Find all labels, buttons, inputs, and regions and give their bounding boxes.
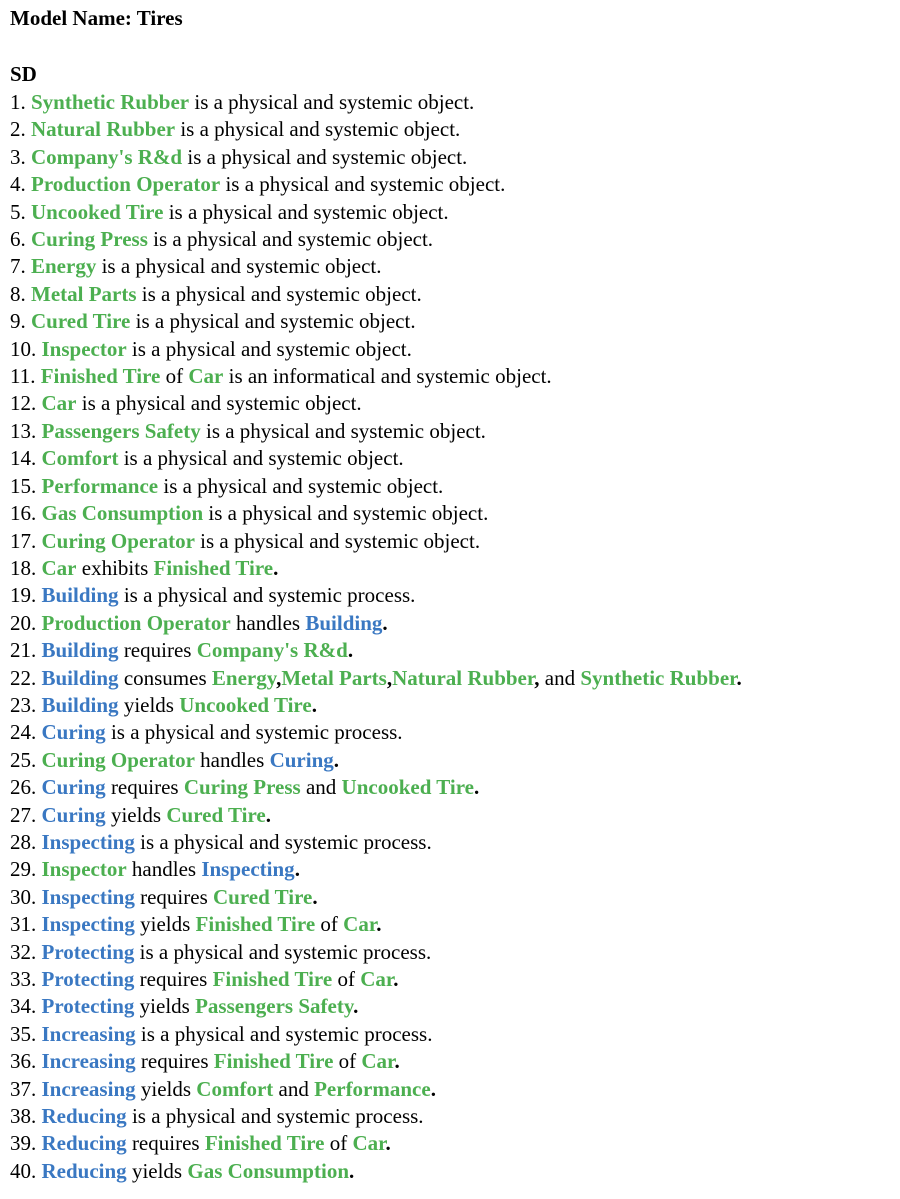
statement-text: of [324, 1131, 353, 1156]
statement-text: and [300, 775, 342, 800]
statement-text: handles [126, 857, 202, 882]
object-name: Natural Rubber [31, 117, 176, 142]
object-name: Synthetic Rubber [580, 665, 737, 690]
statement-text: 2. [10, 117, 31, 142]
punctuation: . [376, 912, 382, 937]
process-name: Building [41, 583, 119, 608]
object-name: Passengers Safety [195, 994, 354, 1019]
statement-text: 21. [10, 638, 42, 663]
statement-list [10, 89, 890, 1185]
statement-text: requires [126, 1131, 205, 1156]
statement-text: is a physical and systemic object. [76, 391, 362, 416]
statement-line [10, 802, 890, 829]
statement-text: 12. [10, 391, 42, 416]
process-name: Building [41, 692, 119, 717]
statement-line [10, 144, 890, 171]
statement-text: yields [105, 802, 167, 827]
statement-text: 30. [10, 884, 42, 909]
object-name: Finished Tire [195, 912, 316, 937]
statement-text: 32. [10, 939, 42, 964]
punctuation: . [273, 555, 279, 580]
punctuation: . [265, 802, 271, 827]
statement-line [10, 665, 890, 692]
punctuation: . [394, 1049, 400, 1074]
process-name: Increasing [41, 1021, 136, 1046]
statement-text: 13. [10, 418, 42, 443]
statement-text: is a physical and systemic object. [203, 501, 489, 526]
punctuation: . [385, 1131, 391, 1156]
statement-text: 11. [10, 364, 41, 389]
statement-text: is a physical and systemic object. [200, 418, 486, 443]
statement-text: of [160, 364, 189, 389]
statement-text: is a physical and systemic object. [220, 172, 506, 197]
statement-text: is a physical and systemic object. [189, 90, 475, 114]
process-name: Protecting [41, 994, 135, 1019]
statement-line [10, 555, 890, 582]
object-name: Passengers Safety [41, 418, 201, 443]
process-name: Reducing [41, 1104, 127, 1129]
object-name: Uncooked Tire [341, 775, 474, 800]
statement-text: requires [105, 775, 184, 800]
statement-text: yields [126, 1158, 188, 1183]
object-name: Finished Tire [40, 364, 161, 389]
statement-text: requires [134, 967, 213, 991]
object-name: Natural Rubber [392, 665, 535, 690]
statement-text: 1. [10, 90, 31, 114]
statement-line [10, 1103, 890, 1130]
statement-text: and [273, 1076, 315, 1101]
punctuation: . [430, 1076, 436, 1101]
statement-line [10, 1076, 890, 1103]
statement-text: 40. [10, 1158, 42, 1183]
object-name: Production Operator [31, 172, 221, 197]
statement-text: 19. [10, 583, 42, 608]
punctuation: , [534, 665, 540, 690]
statement-line [10, 774, 890, 801]
statement-text: of [315, 912, 344, 937]
statement-line [10, 171, 890, 198]
punctuation: . [349, 1158, 355, 1183]
object-name: Car [360, 967, 394, 991]
object-name: Gas Consumption [187, 1158, 349, 1183]
statement-line [10, 500, 890, 527]
statement-text: is a physical and systemic process. [135, 1021, 433, 1046]
process-name: Inspecting [41, 912, 135, 937]
punctuation: . [311, 692, 317, 717]
statement-line [10, 226, 890, 253]
process-name: Reducing [41, 1131, 127, 1156]
statement-line [10, 719, 890, 746]
statement-text: 38. [10, 1104, 42, 1129]
statement-text: of [333, 1049, 362, 1074]
statement-text: 33. [10, 967, 42, 991]
statement-line [10, 637, 890, 664]
process-name: Building [305, 610, 383, 635]
object-name: Comfort [41, 446, 119, 471]
statement-text: 39. [10, 1131, 42, 1156]
process-name: Building [41, 665, 119, 690]
statement-text: 28. [10, 829, 42, 854]
statement-text: 9. [10, 309, 31, 334]
statement-text: 22. [10, 665, 42, 690]
statement-text: 24. [10, 720, 42, 745]
punctuation: . [347, 638, 354, 663]
statement-text: is a physical and systemic process. [105, 720, 403, 745]
statement-line [10, 966, 890, 993]
statement-text: requires [134, 884, 213, 909]
statement-text: exhibits [76, 555, 154, 580]
process-name: Increasing [41, 1076, 136, 1101]
process-name: Inspecting [201, 857, 295, 882]
statement-text: 20. [10, 610, 42, 635]
statement-text: 35. [10, 1021, 42, 1046]
punctuation: . [312, 884, 318, 909]
object-name: Gas Consumption [41, 501, 204, 526]
statement-text: is an informatical and systemic object. [223, 364, 552, 389]
object-name: Uncooked Tire [179, 692, 312, 717]
statement-line [10, 89, 890, 116]
process-name: Curing [269, 747, 334, 772]
statement-text: yields [134, 912, 196, 937]
object-name: Metal Parts [281, 665, 387, 690]
statement-text: 34. [10, 994, 42, 1019]
statement-text: 6. [10, 227, 31, 252]
process-name: Protecting [41, 967, 135, 991]
process-name: Reducing [41, 1158, 127, 1183]
statement-line [10, 747, 890, 774]
object-name: Uncooked Tire [31, 199, 164, 224]
statement-text: 23. [10, 692, 42, 717]
process-name: Curing [41, 802, 106, 827]
statement-text: requires [135, 1049, 214, 1074]
statement-line [10, 1158, 890, 1185]
statement-text: 31. [10, 912, 42, 937]
statement-text: 14. [10, 446, 42, 471]
statement-text: is a physical and systemic object. [130, 309, 416, 334]
statement-text: is a physical and systemic object. [96, 254, 382, 279]
process-name: Building [41, 638, 119, 663]
object-name: Comfort [196, 1076, 274, 1101]
statement-text: of [332, 967, 361, 991]
statement-line [10, 993, 890, 1020]
object-name: Company's R&d [196, 638, 348, 663]
punctuation: , [386, 665, 393, 690]
object-name: Production Operator [41, 610, 231, 635]
object-name: Company's R&d [31, 144, 183, 169]
statement-text: handles [230, 610, 306, 635]
statement-line [10, 390, 890, 417]
object-name: Car [41, 555, 77, 580]
statement-text: is a physical and systemic process. [134, 829, 432, 854]
statement-text: handles [194, 747, 270, 772]
statement-line [10, 281, 890, 308]
object-name: Performance [314, 1076, 431, 1101]
punctuation: . [333, 747, 339, 772]
statement-line [10, 308, 890, 335]
statement-line [10, 1130, 890, 1157]
section-title: SD [10, 62, 37, 86]
statement-line [10, 473, 890, 500]
statement-text: is a physical and systemic object. [158, 473, 444, 498]
object-name: Car [361, 1049, 395, 1074]
statement-line [10, 363, 890, 390]
statement-line [10, 528, 890, 555]
object-name: Curing Press [31, 227, 148, 252]
statement-text: requires [118, 638, 197, 663]
punctuation: . [473, 775, 480, 800]
statement-line [10, 445, 890, 472]
statement-text: is a physical and systemic object. [182, 144, 468, 169]
statement-line [10, 253, 890, 280]
model-title: Model Name: Tires [10, 6, 183, 30]
statement-text: is a physical and systemic process. [118, 583, 416, 608]
process-name: Curing [41, 775, 106, 800]
statement-line [10, 418, 890, 445]
statement-text: 7. [10, 254, 31, 279]
object-name: Cured Tire [213, 884, 313, 909]
process-name: Curing [41, 720, 106, 745]
process-name: Protecting [41, 939, 135, 964]
statement-text: 29. [10, 857, 42, 882]
statement-text: 3. [10, 144, 31, 169]
object-name: Car [343, 912, 377, 937]
object-name: Inspector [41, 336, 127, 361]
statement-text: is a physical and systemic object. [147, 227, 434, 252]
statement-text: 26. [10, 775, 42, 800]
statement-text: is a physical and systemic object. [175, 117, 461, 142]
statement-text: and [539, 665, 581, 690]
punctuation: . [382, 610, 388, 635]
object-name: Synthetic Rubber [31, 90, 190, 114]
process-name: Inspecting [41, 884, 135, 909]
statement-text: is a physical and systemic object. [118, 446, 404, 471]
object-name: Finished Tire [204, 1131, 325, 1156]
statement-text: consumes [118, 665, 212, 690]
statement-text: is a physical and systemic process. [126, 1104, 424, 1129]
statement-text: is a physical and systemic object. [194, 528, 481, 553]
punctuation: . [294, 857, 300, 882]
statement-text: 25. [10, 747, 42, 772]
statement-text: 4. [10, 172, 31, 197]
object-name: Finished Tire [212, 967, 333, 991]
statement-text: 18. [10, 555, 42, 580]
statement-line [10, 829, 890, 856]
object-name: Metal Parts [31, 281, 137, 306]
statement-text: 16. [10, 501, 42, 526]
statement-text: 15. [10, 473, 42, 498]
statement-line [10, 1021, 890, 1048]
statement-text: yields [135, 1076, 197, 1101]
object-name: Car [188, 364, 224, 389]
statement-line [10, 582, 890, 609]
statement-line [10, 911, 890, 938]
statement-text: 5. [10, 199, 31, 224]
process-name: Increasing [41, 1049, 136, 1074]
object-name: Inspector [41, 857, 127, 882]
statement-line [10, 939, 890, 966]
statement-text: is a physical and systemic process. [134, 939, 432, 964]
statement-line [10, 692, 890, 719]
statement-text: 8. [10, 281, 31, 306]
object-name: Curing Operator [41, 747, 195, 772]
object-name: Finished Tire [213, 1049, 334, 1074]
punctuation: . [353, 994, 359, 1019]
object-name: Energy [211, 665, 277, 690]
object-name: Curing Press [183, 775, 301, 800]
punctuation: . [736, 665, 742, 690]
statement-line [10, 1048, 890, 1075]
object-name: Car [41, 391, 77, 416]
statement-line [10, 884, 890, 911]
object-name: Energy [31, 254, 97, 279]
statement-text: is a physical and systemic object. [126, 336, 412, 361]
punctuation: , [276, 665, 282, 690]
object-name: Curing Operator [41, 528, 195, 553]
statement-line [10, 610, 890, 637]
statement-text: yields [118, 692, 180, 717]
process-name: Inspecting [41, 829, 135, 854]
statement-line [10, 336, 890, 363]
statement-text: 37. [10, 1076, 42, 1101]
statement-text: is a physical and systemic object. [163, 199, 449, 224]
statement-text: 10. [10, 336, 42, 361]
statement-text: 17. [10, 528, 42, 553]
punctuation: . [393, 967, 399, 991]
object-name: Cured Tire [31, 309, 131, 334]
object-name: Performance [41, 473, 159, 498]
statement-line [10, 199, 890, 226]
object-name: Cured Tire [166, 802, 266, 827]
object-name: Finished Tire [153, 555, 274, 580]
statement-text: yields [134, 994, 196, 1019]
statement-text: 27. [10, 802, 42, 827]
object-name: Car [352, 1131, 386, 1156]
statement-text: is a physical and systemic object. [136, 281, 422, 306]
statement-text: 36. [10, 1049, 42, 1074]
statement-line [10, 116, 890, 143]
statement-line [10, 856, 890, 883]
